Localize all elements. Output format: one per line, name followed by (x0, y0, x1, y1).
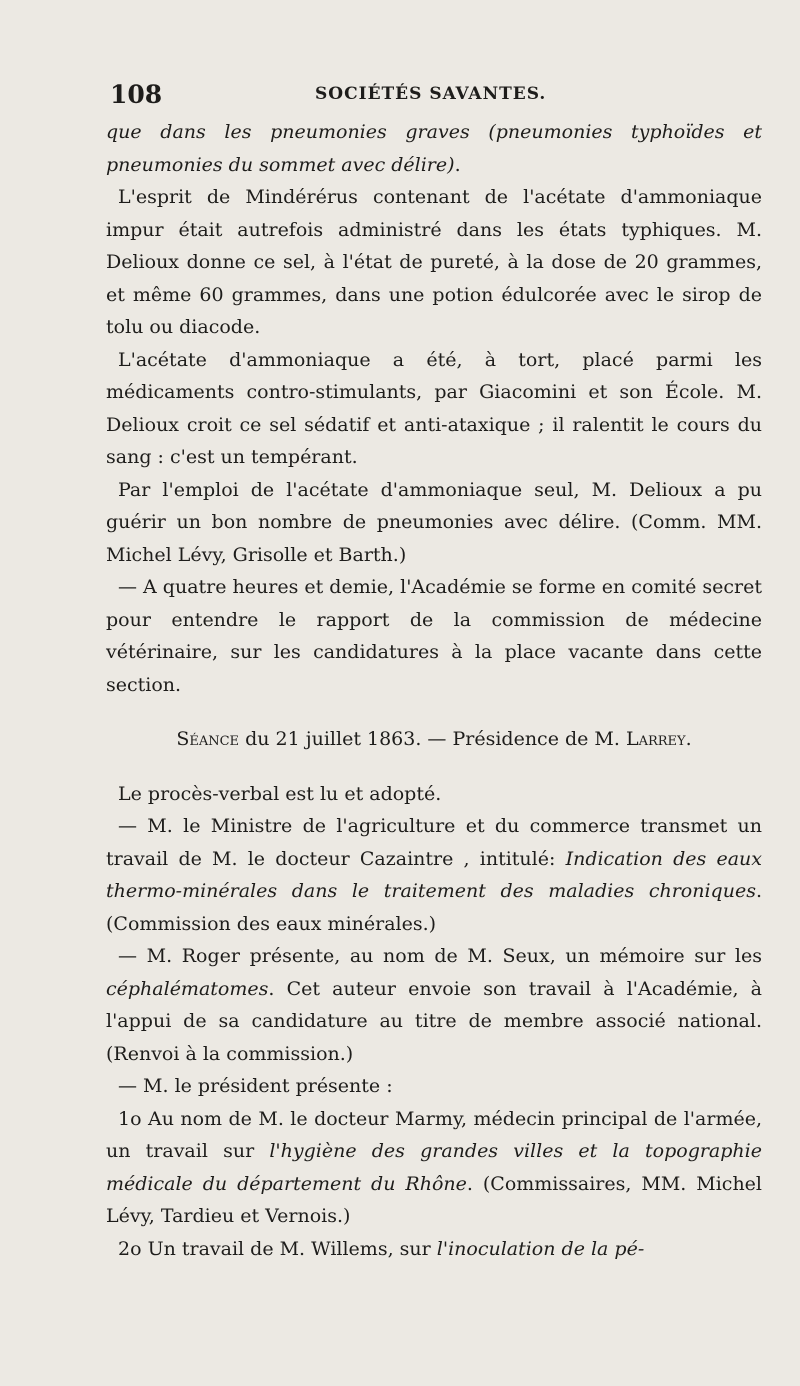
paragraph (106, 1103, 762, 1233)
italic-text: céphalématomes (106, 977, 269, 1000)
text-run: — M. le président présente : (118, 1075, 393, 1097)
text-run: . (454, 153, 461, 176)
text-run: 1o Au nom de M. le docteur Marmy, médecin principal de l'armée, un travail sur (106, 1107, 762, 1162)
text-run: — M. Roger présente, au nom de M. Seux, un mémoire sur les (118, 945, 762, 967)
text-run: Larrey (625, 728, 686, 750)
paragraph (106, 571, 762, 701)
paragraph (106, 1070, 762, 1103)
text-run: — A quatre heures et demie, l'Académie se forme en comité secret pour entendre le rapport de la commission de médecine vétérinaire, sur les candidatures à la place vacante dans cette section. (106, 576, 762, 696)
paragraph (106, 116, 762, 181)
session-heading (106, 723, 762, 756)
italic-text: l'hygiène des grandes villes et la topographie médicale du département du Rhône (106, 1140, 762, 1195)
text-run: Le procès-verbal est lu et adopté. (118, 782, 442, 805)
text-run: Séance (176, 728, 240, 750)
text-run: . (Commissaires, MM. Michel Lévy, Tardieu et Vernois.) (106, 1172, 763, 1227)
paragraph (106, 181, 762, 344)
paragraph (106, 474, 762, 572)
page-header (110, 80, 720, 114)
body-text (106, 116, 762, 1265)
paragraph (106, 940, 762, 1070)
text-run: . (685, 728, 692, 750)
running-title: SOCIÉTÉS SAVANTES. (315, 84, 547, 104)
italic-text: que dans les pneumonies graves (pneumonies typhoïdes et pneumonies du sommet avec délire) (106, 121, 762, 176)
text-run: L'esprit de Mindérérus contenant de l'acétate d'ammoniaque impur était autrefois administré dans les états typhiques. M. Delioux donne ce sel, à l'état de pureté, à la dose de 20 grammes, et même 60 grammes, dans une potion édulcorée avec le sirop de tolu ou diacode. (106, 186, 762, 338)
text-run: L'acétate d'ammoniaque a été, à tort, placé parmi les médicaments contro-stimulants, par Giacomini et son École. M. Delioux croit ce sel sédatif et anti-ataxique ; il ralentit le cours du sang : c'est un tempérant. (106, 348, 762, 468)
text-run: Par l'emploi de l'acétate d'ammoniaque seul, M. Delioux a pu guérir un bon nombre de pneumonies avec délire. (Comm. MM. Michel Lévy, Grisolle et Barth.) (106, 478, 762, 566)
text-run: . (Commission des eaux minérales.) (106, 880, 762, 935)
paragraph (106, 1233, 762, 1266)
italic-text: Indication des eaux thermo-minérales dans le traitement des maladies chroniques (106, 847, 762, 902)
text-run: . Cet auteur envoie son travail à l'Académie, à l'appui de sa candidature au titre de membre associé national. (Renvoi à la commission.) (106, 977, 762, 1065)
paragraph (106, 810, 762, 940)
paragraph (106, 344, 762, 474)
text-run: — M. le Ministre de l'agriculture et du commerce transmet un travail de M. le docteur Cazaintre , intitulé: (106, 815, 762, 870)
page-number: 108 (110, 80, 163, 109)
text-run: 2o Un travail de M. Willems, sur (118, 1237, 437, 1260)
italic-text: l'inoculation de la pé- (436, 1237, 645, 1260)
paragraph (106, 778, 762, 811)
text-run: du 21 juillet 1863. — Présidence de M. (239, 728, 626, 750)
